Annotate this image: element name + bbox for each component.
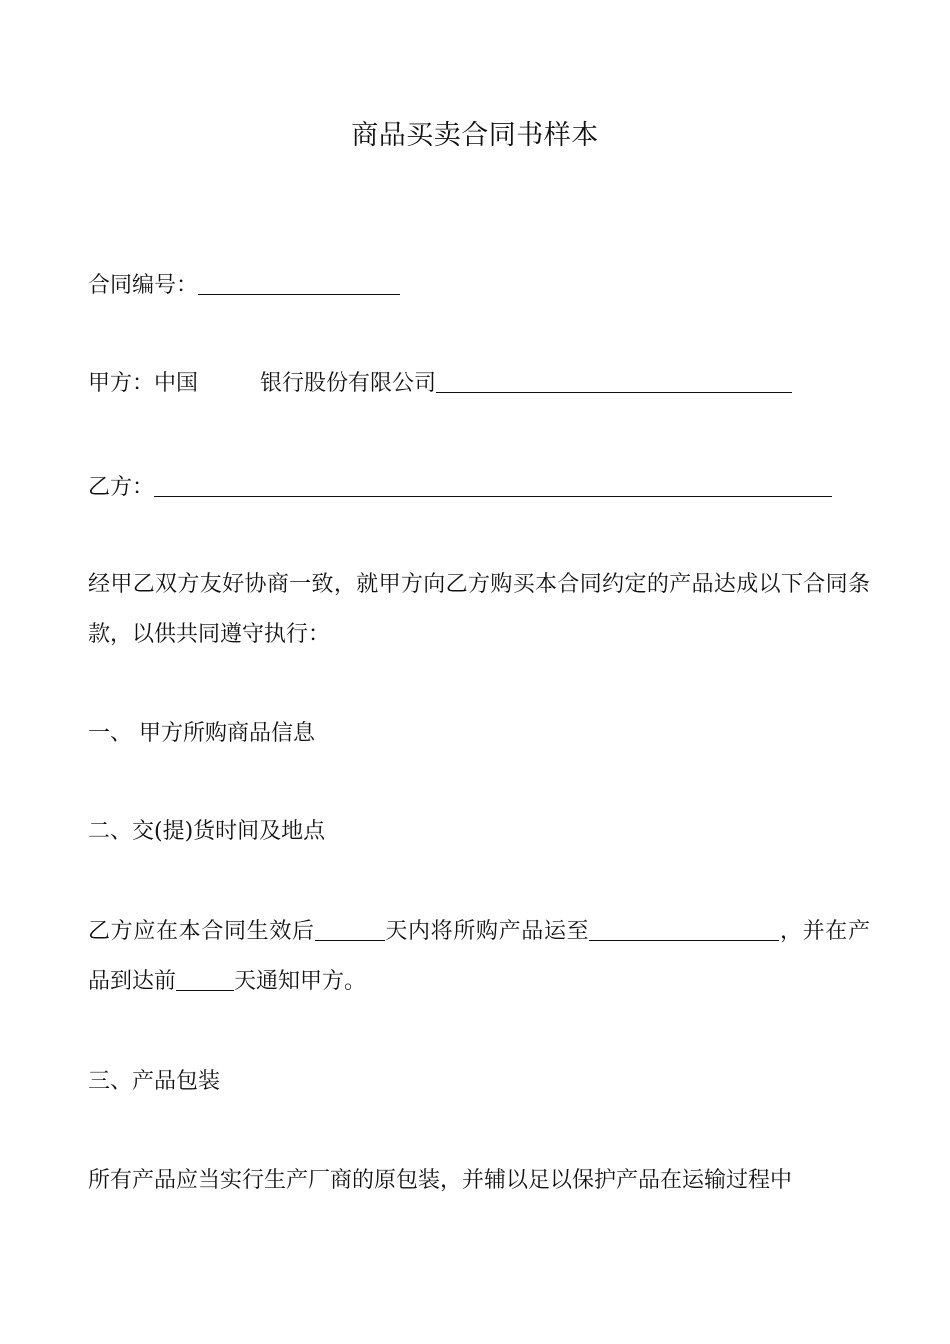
delivery-text-1: 乙方应在本合同生效后 (88, 919, 315, 944)
delivery-text-3: ，并在产品到达前 (88, 919, 870, 994)
section-2-heading: 二、交(提)货时间及地点 (88, 819, 326, 844)
document-title: 商品买卖合同书样本 (351, 120, 599, 151)
party-a-name: 银行股份有限公司 (260, 371, 437, 396)
intro-paragraph: 经甲乙双方友好协商一致，就甲方向乙方购买本合同约定的产品达成以下合同条款，以供共同遵守执行： (88, 572, 870, 647)
party-b-blank[interactable] (154, 476, 832, 497)
delivery-text-2: 天内将所购产品运至 (384, 919, 590, 944)
party-b-line (88, 474, 868, 502)
contract-number-label: 合同编号： (88, 273, 199, 298)
contract-number-line (88, 272, 868, 300)
section-3-heading: 三、产品包装 (88, 1069, 221, 1094)
delivery-paragraph (88, 907, 870, 1007)
party-b-label: 乙方： (88, 475, 155, 500)
delivery-location-blank[interactable] (589, 920, 779, 941)
party-a-blank[interactable] (436, 372, 792, 393)
party-a-label: 甲方：中国 (88, 371, 199, 396)
section-1-heading: 一、 甲方所购商品信息 (88, 721, 315, 746)
party-a-line (88, 370, 868, 398)
packaging-paragraph: 所有产品应当实行生产厂商的原包装，并辅以足以保护产品在运输过程中 (88, 1168, 793, 1193)
delivery-days-blank[interactable] (315, 920, 385, 941)
notice-days-blank[interactable] (176, 970, 234, 991)
delivery-text-4: 天通知甲方。 (234, 969, 367, 994)
contract-number-blank[interactable] (198, 274, 400, 295)
